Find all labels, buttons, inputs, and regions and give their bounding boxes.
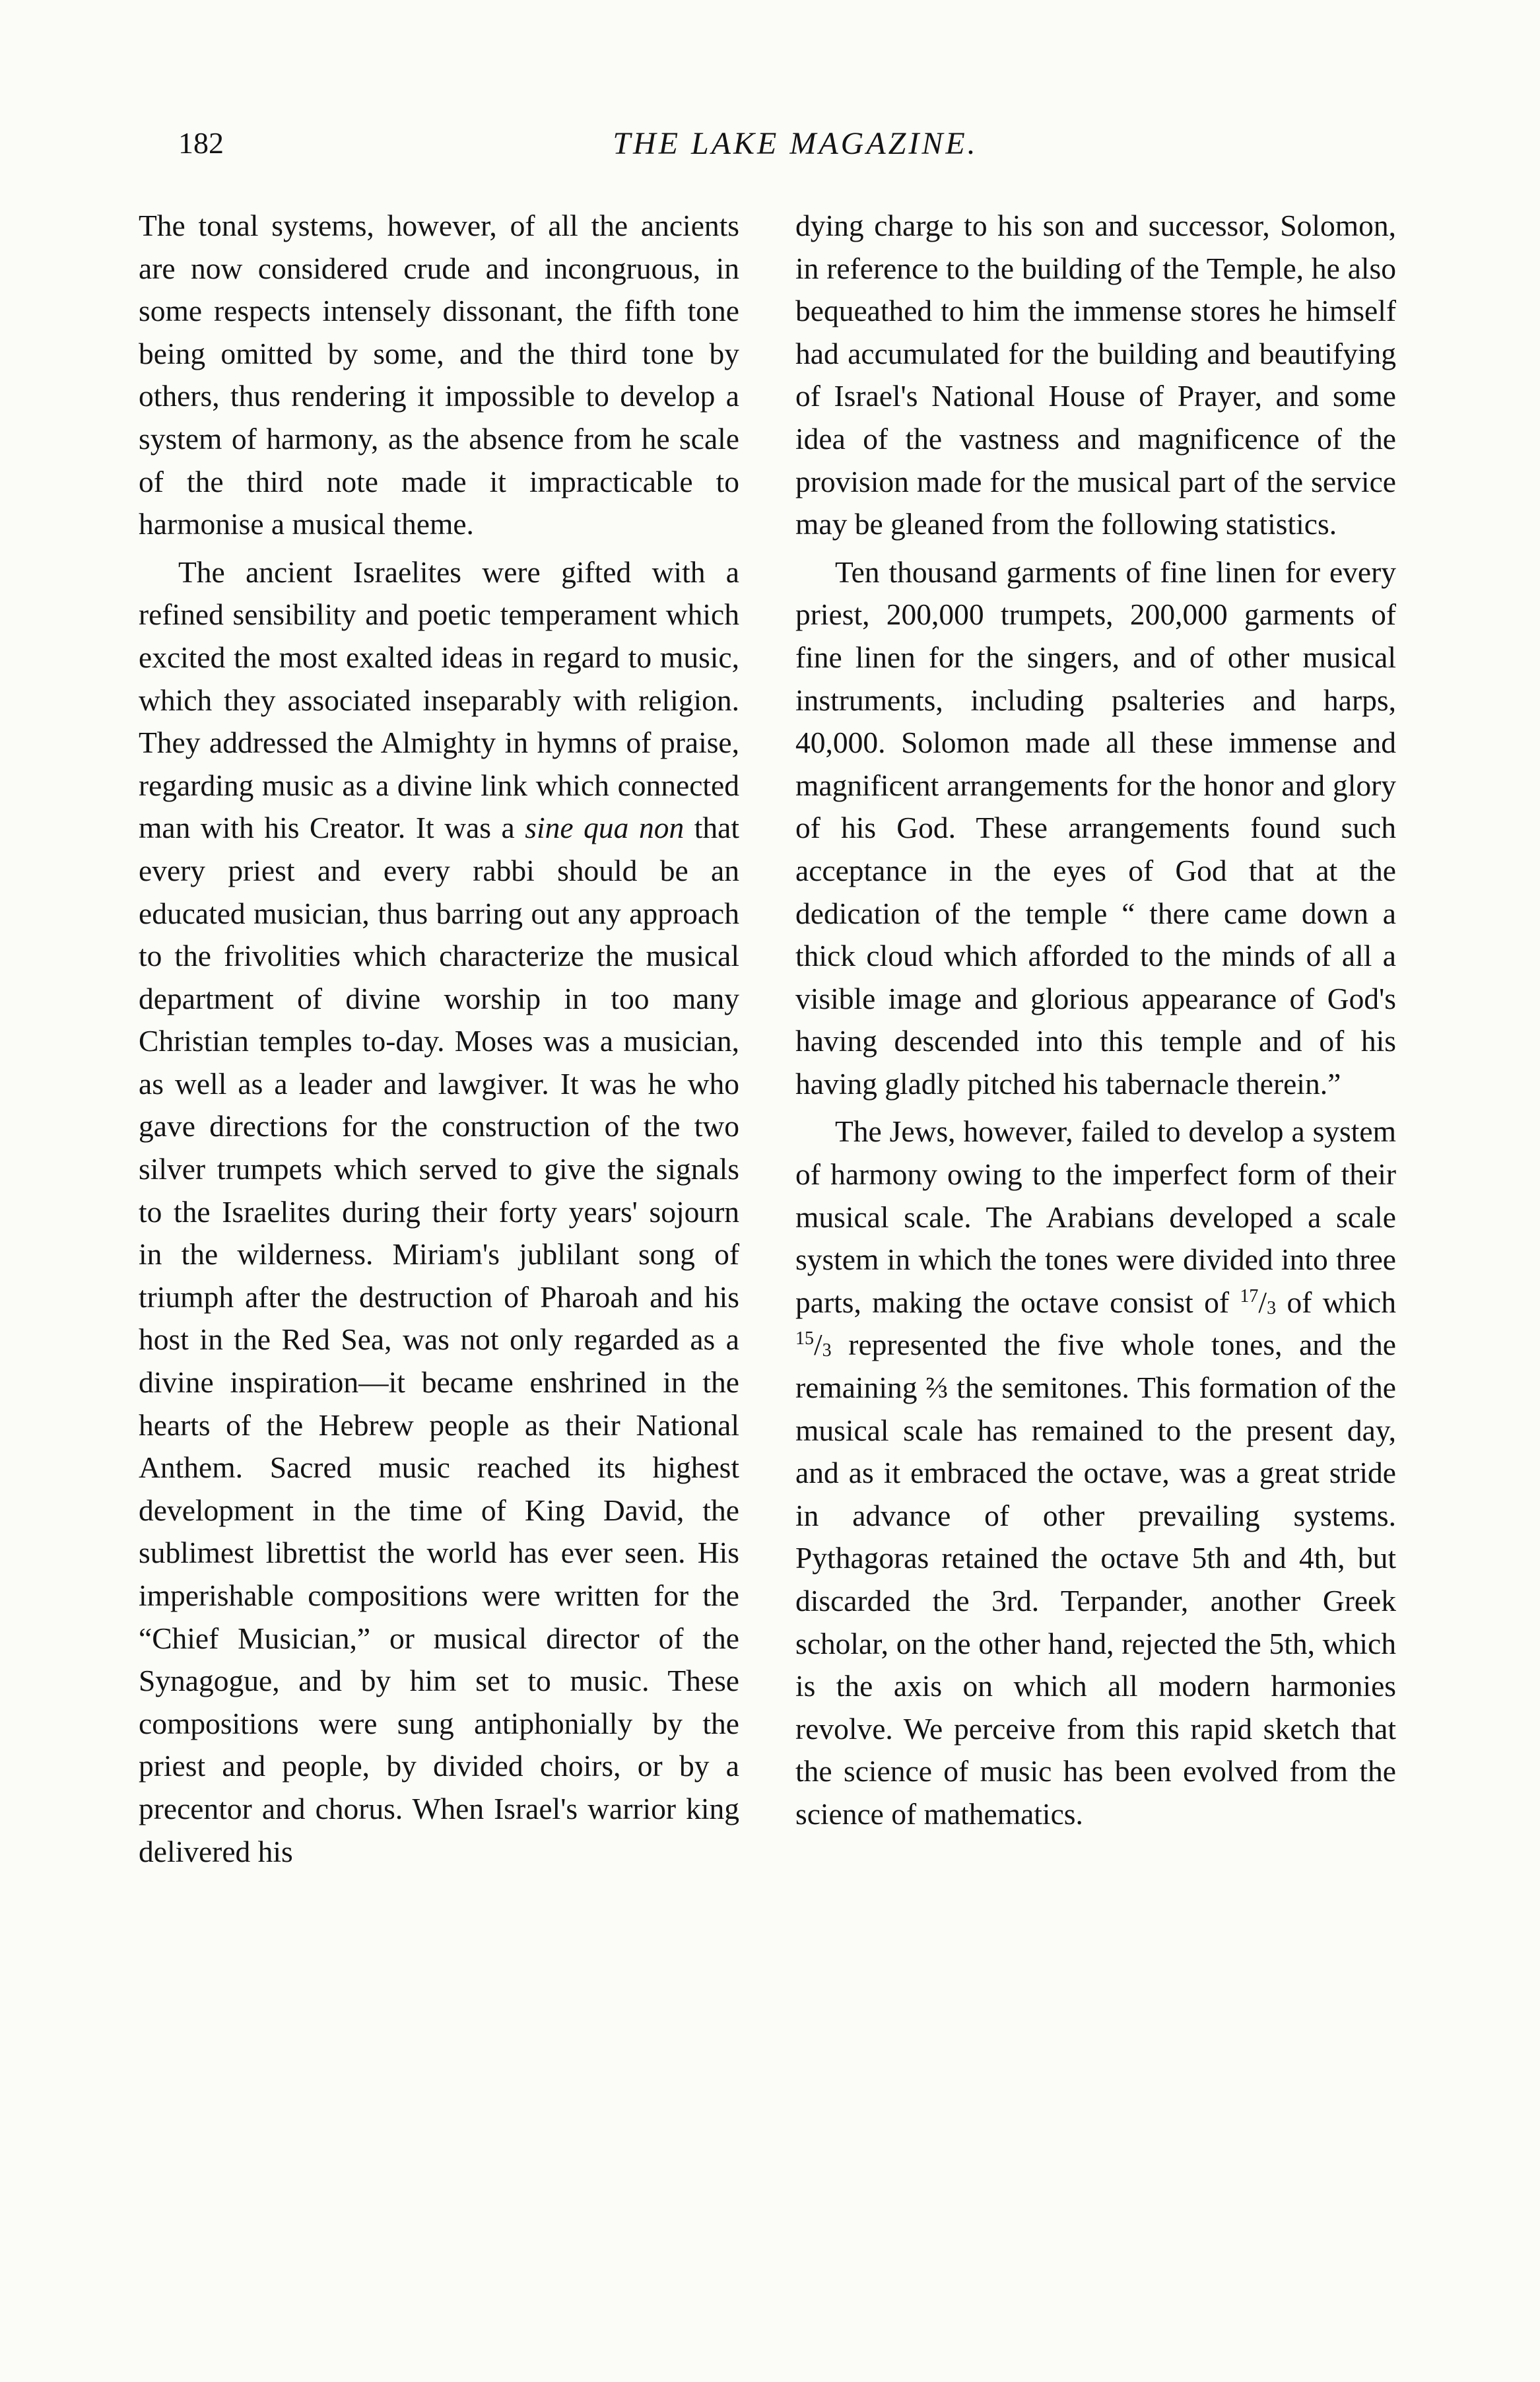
left-column [139, 205, 739, 1873]
text-run: The Jews, however, failed to develop a system of harmony owing to the imperfect form of their musical scale. The Arabians developed a scale system in which the tones were divided into three parts, making the octave consist of [795, 1114, 1396, 1319]
text-run: of which [1276, 1285, 1396, 1319]
paragraph: The Jews, however, failed to develop a system of harmony owing to the imperfect form of their musical scale. The Arabians developed a scale system in which the tones were divided into three parts, making the octave consist of $^{17}/_3$ of which $^{15}/_3$ represented the five whole tones, and the remaining ⅔ the semitones. This formation of the musical scale has remained to the present day, and as it embraced the octave, was a great stride in advance of other prevailing systems. Pythagoras retained the octave 5th and 4th, but discarded the 3rd. Terpander, another Greek scholar, on the other hand, rejected the 5th, which is the axis on which all modern harmonies revolve. We perceive from this rapid sketch that the science of music has been evolved from the science of mathematics. [795, 1114, 1396, 1831]
fraction-denominator: 3 [1267, 1297, 1277, 1318]
paragraph: dying charge to his son and successor, Solomon, in reference to the building of the Temple, he also bequeathed to him the immense stores he himself had accumulated for the building and beautifying of Israel's National House of Prayer, and some idea of the vastness and magnificence of the provision made for the musical part of the service may be gleaned from the following statistics. [795, 209, 1396, 541]
paragraph: Ten thousand garments of fine linen for every priest, 200,000 trumpets, 200,000 garments of fine linen for the singers, and of other musical instruments, including psalteries and harps, 40,000. Solomon made all these immense and magnificent arrangements for the honor and glory of his God. These arrangements found such acceptance in the eyes of God that at the dedication of the temple “ there came down a thick cloud which afforded to the minds of all a visible image and glorious appearance of God's having descended into this temple and of his having gladly pitched his tabernacle therein.” [795, 555, 1396, 1101]
text-run: The ancient Israelites were gifted with a refined sensibility and poetic temperament which excited the most exalted ideas in regard to music, which they associated inseparably with religion. They addressed the Almighty in hymns of praise, regarding music as a divine link which connected man with his Creator. It was a [139, 555, 739, 845]
text-run: represented the five whole tones, and the remaining [795, 1328, 1396, 1405]
fraction-two-thirds: ⅔ [925, 1371, 949, 1405]
latin-phrase: sine qua non [525, 811, 685, 845]
fraction-numerator: 15 [795, 1328, 814, 1349]
right-column [795, 205, 1396, 1836]
text-run: that every priest and every rabbi should be an educated musician, thus barring out any approach to the frivolities which characterize the musical department of divine worship in too many Christian temples to-day. Moses was a musician, as well as a leader and lawgiver. It was he who gave directions for the construction of the two silver trumpets which served to give the signals to the Israelites during their forty years' sojourn in the wilderness. Miriam's jublilant song of triumph after the destruction of Pharoah and his host in the Red Sea, was not only regarded as a divine inspiration—it became enshrined in the hearts of the Hebrew people as their National Anthem. Sacred music reached its highest development in the time of King David, the sublimest librettist the world has ever seen. His imperishable compositions were written for the “Chief Musician,” or musical director of the Synagogue, and by him set to music. These compositions were sung antiphonially by the priest and people, by divided choirs, or by a precentor and chorus. When Israel's warrior king delivered his [139, 811, 740, 1868]
fraction-denominator: 3 [822, 1340, 832, 1361]
paragraph: The tonal systems, however, of all the ancients are now considered crude and incongruous, in some respects intensely dissonant, the fifth tone being omitted by some, and the third tone by others, thus rendering it impossible to develop a system of harmony, as the absence from he scale of the third note made it impracticable to harmonise a musical theme. [139, 209, 739, 541]
page-number: 182 [178, 126, 224, 160]
text-run: the semitones. This formation of the musical scale has remained to the present day, and as it embraced the octave, was a great stride in advance of other prevailing systems. Pythagoras retained the octave 5th and 4th, but discarded the 3rd. Terpander, another Greek scholar, on the other hand, rejected the 5th, which is the axis on which all modern harmonies revolve. We perceive from this rapid sketch that the science of music has been evolved from the science of mathematics. [795, 1371, 1396, 1831]
fraction-numerator: 17 [1240, 1285, 1259, 1307]
paragraph [139, 551, 739, 1873]
page-header [178, 125, 1413, 178]
running-title: THE LAKE MAGAZINE. [613, 126, 978, 161]
